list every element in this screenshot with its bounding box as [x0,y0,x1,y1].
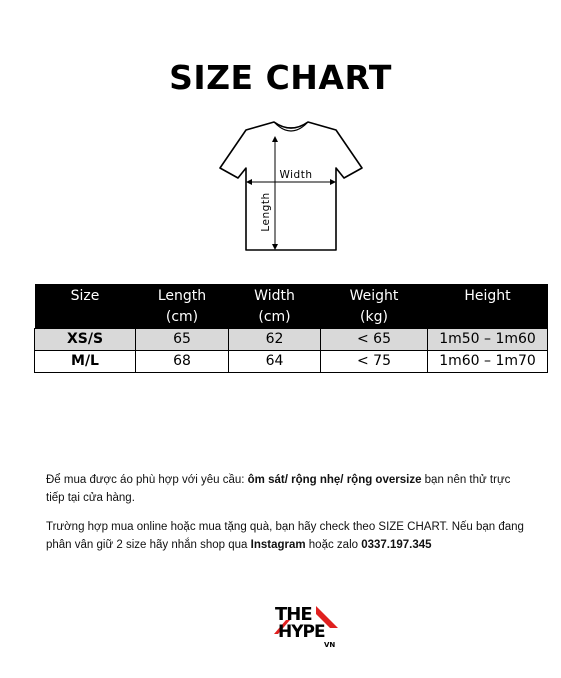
header-size: Size [35,284,136,329]
size-cell: XS/S [35,329,136,351]
length-label: Length [260,192,272,232]
tshirt-diagram [218,120,364,254]
instagram-label: Instagram [250,539,306,551]
svg-text:HYPE: HYPE [278,622,325,642]
table-header-row [35,284,548,329]
header-length: Length (cm) [136,284,229,329]
contact-note: Trường hợp mua online hoặc mua tặng quà, bạn hãy check theo SIZE CHART. Nếu bạn đang phân vân giữ 2 size hãy nhắn shop qua Instagram hoặc zalo 0337.197.345 [46,521,524,551]
length-cell: 68 [136,351,229,373]
weight-cell: < 65 [321,329,428,351]
zalo-phone: 0337.197.345 [361,539,432,551]
table-row [35,351,548,373]
width-label: Width [279,169,313,181]
svg-text:VN: VN [324,641,336,649]
width-cell: 62 [229,329,321,351]
header-weight: Weight (kg) [321,284,428,329]
header-width: Width (cm) [229,284,321,329]
page-title: SIZE CHART [169,58,392,97]
header-height: Height [428,284,548,329]
height-cell: 1m60 – 1m70 [428,351,548,373]
width-cell: 64 [229,351,321,373]
weight-cell: < 75 [321,351,428,373]
size-cell: M/L [35,351,136,373]
height-cell: 1m50 – 1m60 [428,329,548,351]
svg-text:THE: THE [275,604,312,625]
length-cell: 65 [136,329,229,351]
table-row [35,329,548,351]
the-hype-logo [272,600,342,652]
size-table [34,284,548,373]
fitting-note: Để mua được áo phù hợp với yêu cầu: ôm sát/ rộng nhẹ/ rộng oversize bạn nên thử trực tiếp tại cửa hàng. [46,474,511,504]
